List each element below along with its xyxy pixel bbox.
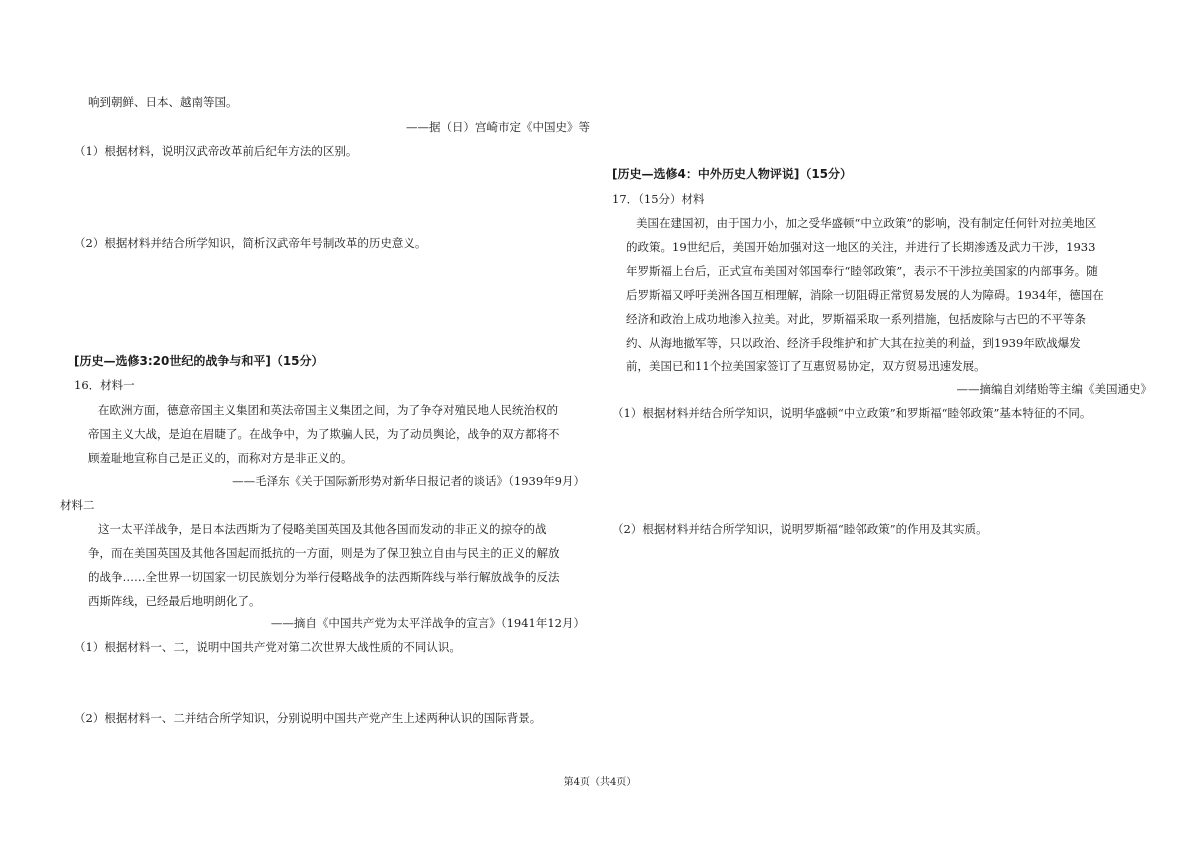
material-2-line: 这一太平洋战争，是日本法西斯为了侵略美国英国及其他各国而发动的非正义的掠夺的战: [98, 522, 547, 536]
material-2-source: ——摘自《中国共产党为太平洋战争的宣言》（1941年12月）: [270, 616, 585, 630]
material-1-source: ——毛泽东《关于国际新形势对新华日报记者的谈话》（1939年9月）: [232, 474, 585, 488]
question-17-1: （1）根据材料并结合所学知识，说明华盛顿“中立政策”和罗斯福“睦邻政策”基本特征的不同。: [612, 406, 1092, 420]
material-1-line: 在欧洲方面，德意帝国主义集团和英法帝国主义集团之间，为了争夺对殖民地人民统治权的: [98, 403, 558, 417]
material-line: 的政策。19世纪后，美国开始加强对这一地区的关注，并进行了长期渗透及武力干涉，1933: [626, 240, 1096, 254]
question-17-2: （2）根据材料并结合所学知识，说明罗斯福“睦邻政策”的作用及其实质。: [612, 522, 988, 536]
material-1-line: 帝国主义大战，是迫在眉睫了。在战争中，为了欺骗人民，为了动员舆论，战争的双方都将不: [88, 427, 560, 441]
material-2-line: 争，而在美国英国及其他各国起而抵抗的一方面，则是为了保卫独立自由与民主的正义的解放: [88, 546, 560, 560]
question-15-2: （2）根据材料并结合所学知识，简析汉武帝年号制改革的历史意义。: [74, 236, 427, 250]
continued-text: 响到朝鲜、日本、越南等国。: [88, 95, 238, 109]
question-15-1: （1）根据材料，说明汉武帝改革前后纪年方法的区别。: [74, 144, 358, 158]
material-2-line: 西斯阵线，已经最后地明朗化了。: [88, 594, 261, 608]
material-source: ——摘编自刘绪贻等主编《美国通史》: [956, 382, 1152, 396]
material-line: 年罗斯福上台后，正式宣布美国对邻国奉行“睦邻政策”，表示不干涉拉美国家的内部事务。随: [626, 264, 1098, 278]
source-citation: ——据（日）宫崎市定《中国史》等: [406, 120, 590, 134]
material-line: 前，美国已和11个拉美国家签订了互惠贸易协定，双方贸易迅速发展。: [626, 359, 986, 373]
material-2-line: 的战争……全世界一切国家一切民族划分为举行侵略战争的法西斯阵线与举行解放战争的反法: [88, 570, 560, 584]
material-2-label: 材料二: [60, 498, 95, 512]
question-16-1: （1）根据材料一、二，说明中国共产党对第二次世界大战性质的不同认识。: [74, 640, 461, 654]
material-line: 后罗斯福又呼吁美洲各国互相理解，消除一切阻碍正常贸易发展的人为障碍。1934年，德国在: [626, 288, 1104, 302]
material-1-line: 顾羞耻地宣称自己是正义的，而称对方是非正义的。: [88, 451, 353, 465]
question-16-2: （2）根据材料一、二并结合所学知识，分别说明中国共产党产生上述两种认识的国际背景。: [74, 711, 542, 725]
material-line: 经济和政治上成功地渗入拉美。对此，罗斯福采取一系列措施，包括废除与古巴的不平等条: [626, 312, 1086, 326]
material-line: 约、从海地撤军等，只以政治、经济手段维护和扩大其在拉美的利益，到1939年欧战爆发: [626, 336, 1081, 350]
section-title-elective-3: [历史—选修3:20世纪的战争与和平]（15分）: [74, 354, 324, 368]
question-17-label: 17．（15分）材料: [612, 192, 705, 206]
question-16-label: 16．材料一: [74, 378, 135, 392]
page-footer: 第4页（共4页）: [563, 777, 637, 788]
material-line: 美国在建国初，由于国力小，加之受华盛顿“中立政策”的影响，没有制定任何针对拉美地区: [636, 216, 1097, 230]
section-title-elective-4: [历史—选修4：中外历史人物评说]（15分）: [612, 167, 853, 181]
